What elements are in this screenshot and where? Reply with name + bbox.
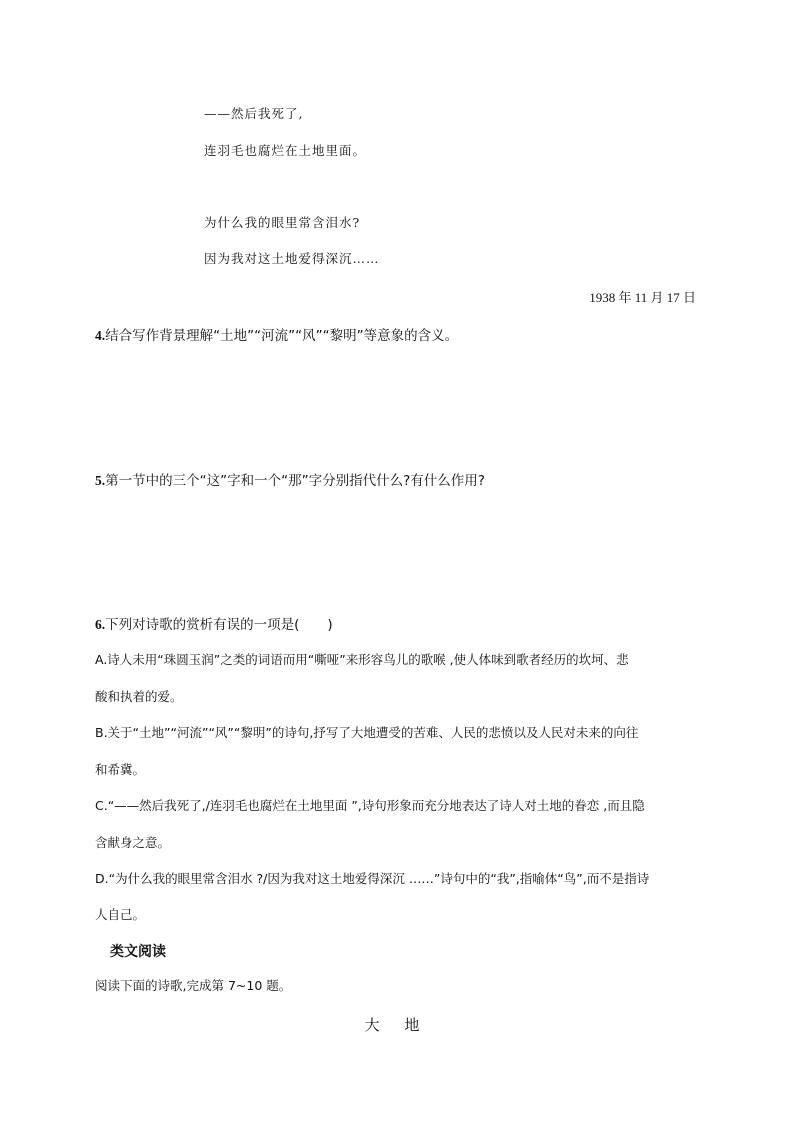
- option-d-line-1: D.“为什么我的眼里常含泪水 ?/因为我对这土地爱得深沉 ……”诗句中的“我”,指喻体“鸟”,而不是指诗: [95, 871, 650, 886]
- option-b-line-1: B.关于“土地”“河流”“风”“黎明”的诗句,抒写了大地遭受的苦难、人民的悲愤以及人民对未来的向往: [95, 725, 639, 740]
- question-6-number: 6.: [95, 617, 106, 632]
- question-6: [95, 613, 333, 633]
- poem-line-3: 为什么我的眼里常含泪水?: [204, 215, 361, 230]
- question-4-text: 结合写作背景理解“土地”“河流”“风”“黎明”等意象的含义。: [105, 328, 459, 344]
- question-6-close-paren: ): [327, 617, 333, 633]
- poem-title: 大 地: [364, 1016, 430, 1034]
- section-heading: 类文阅读: [110, 944, 166, 960]
- question-5-number: 5.: [95, 473, 106, 488]
- question-4: [95, 324, 458, 344]
- question-5: [95, 469, 485, 489]
- option-c-line-2: 含献身之意。: [95, 835, 171, 850]
- question-5-text: 第一节中的三个“这”字和一个“那”字分别指代什么?有什么作用?: [105, 473, 485, 489]
- option-a-line-1: A.诗人未用“珠圆玉润”之类的词语而用“嘶哑”来形容鸟儿的歌喉 ,使人体味到歌者经历的坎坷、悲: [95, 652, 629, 667]
- section-instruction: 阅读下面的诗歌,完成第 7~10 题。: [95, 978, 292, 993]
- option-a-line-2: 酸和执着的爱。: [95, 689, 183, 704]
- question-6-text: 下列对诗歌的赏析有误的一项是(: [105, 617, 300, 633]
- option-c-line-1: C.“——然后我死了,/连羽毛也腐烂在土地里面 ”,诗句形象而充分地表达了诗人对土地的眷恋 ,而且隐: [95, 798, 645, 813]
- option-d-line-2: 人自己。: [95, 907, 146, 922]
- question-4-number: 4.: [95, 328, 106, 343]
- poem-line-2: 连羽毛也腐烂在土地里面。: [204, 143, 367, 158]
- poem-line-1: ——然后我死了,: [204, 106, 304, 121]
- option-b-line-2: 和希冀。: [95, 762, 146, 777]
- poem-date: 1938 年 11 月 17 日: [589, 290, 696, 305]
- poem-line-4: 因为我对这土地爱得深沉……: [204, 251, 380, 266]
